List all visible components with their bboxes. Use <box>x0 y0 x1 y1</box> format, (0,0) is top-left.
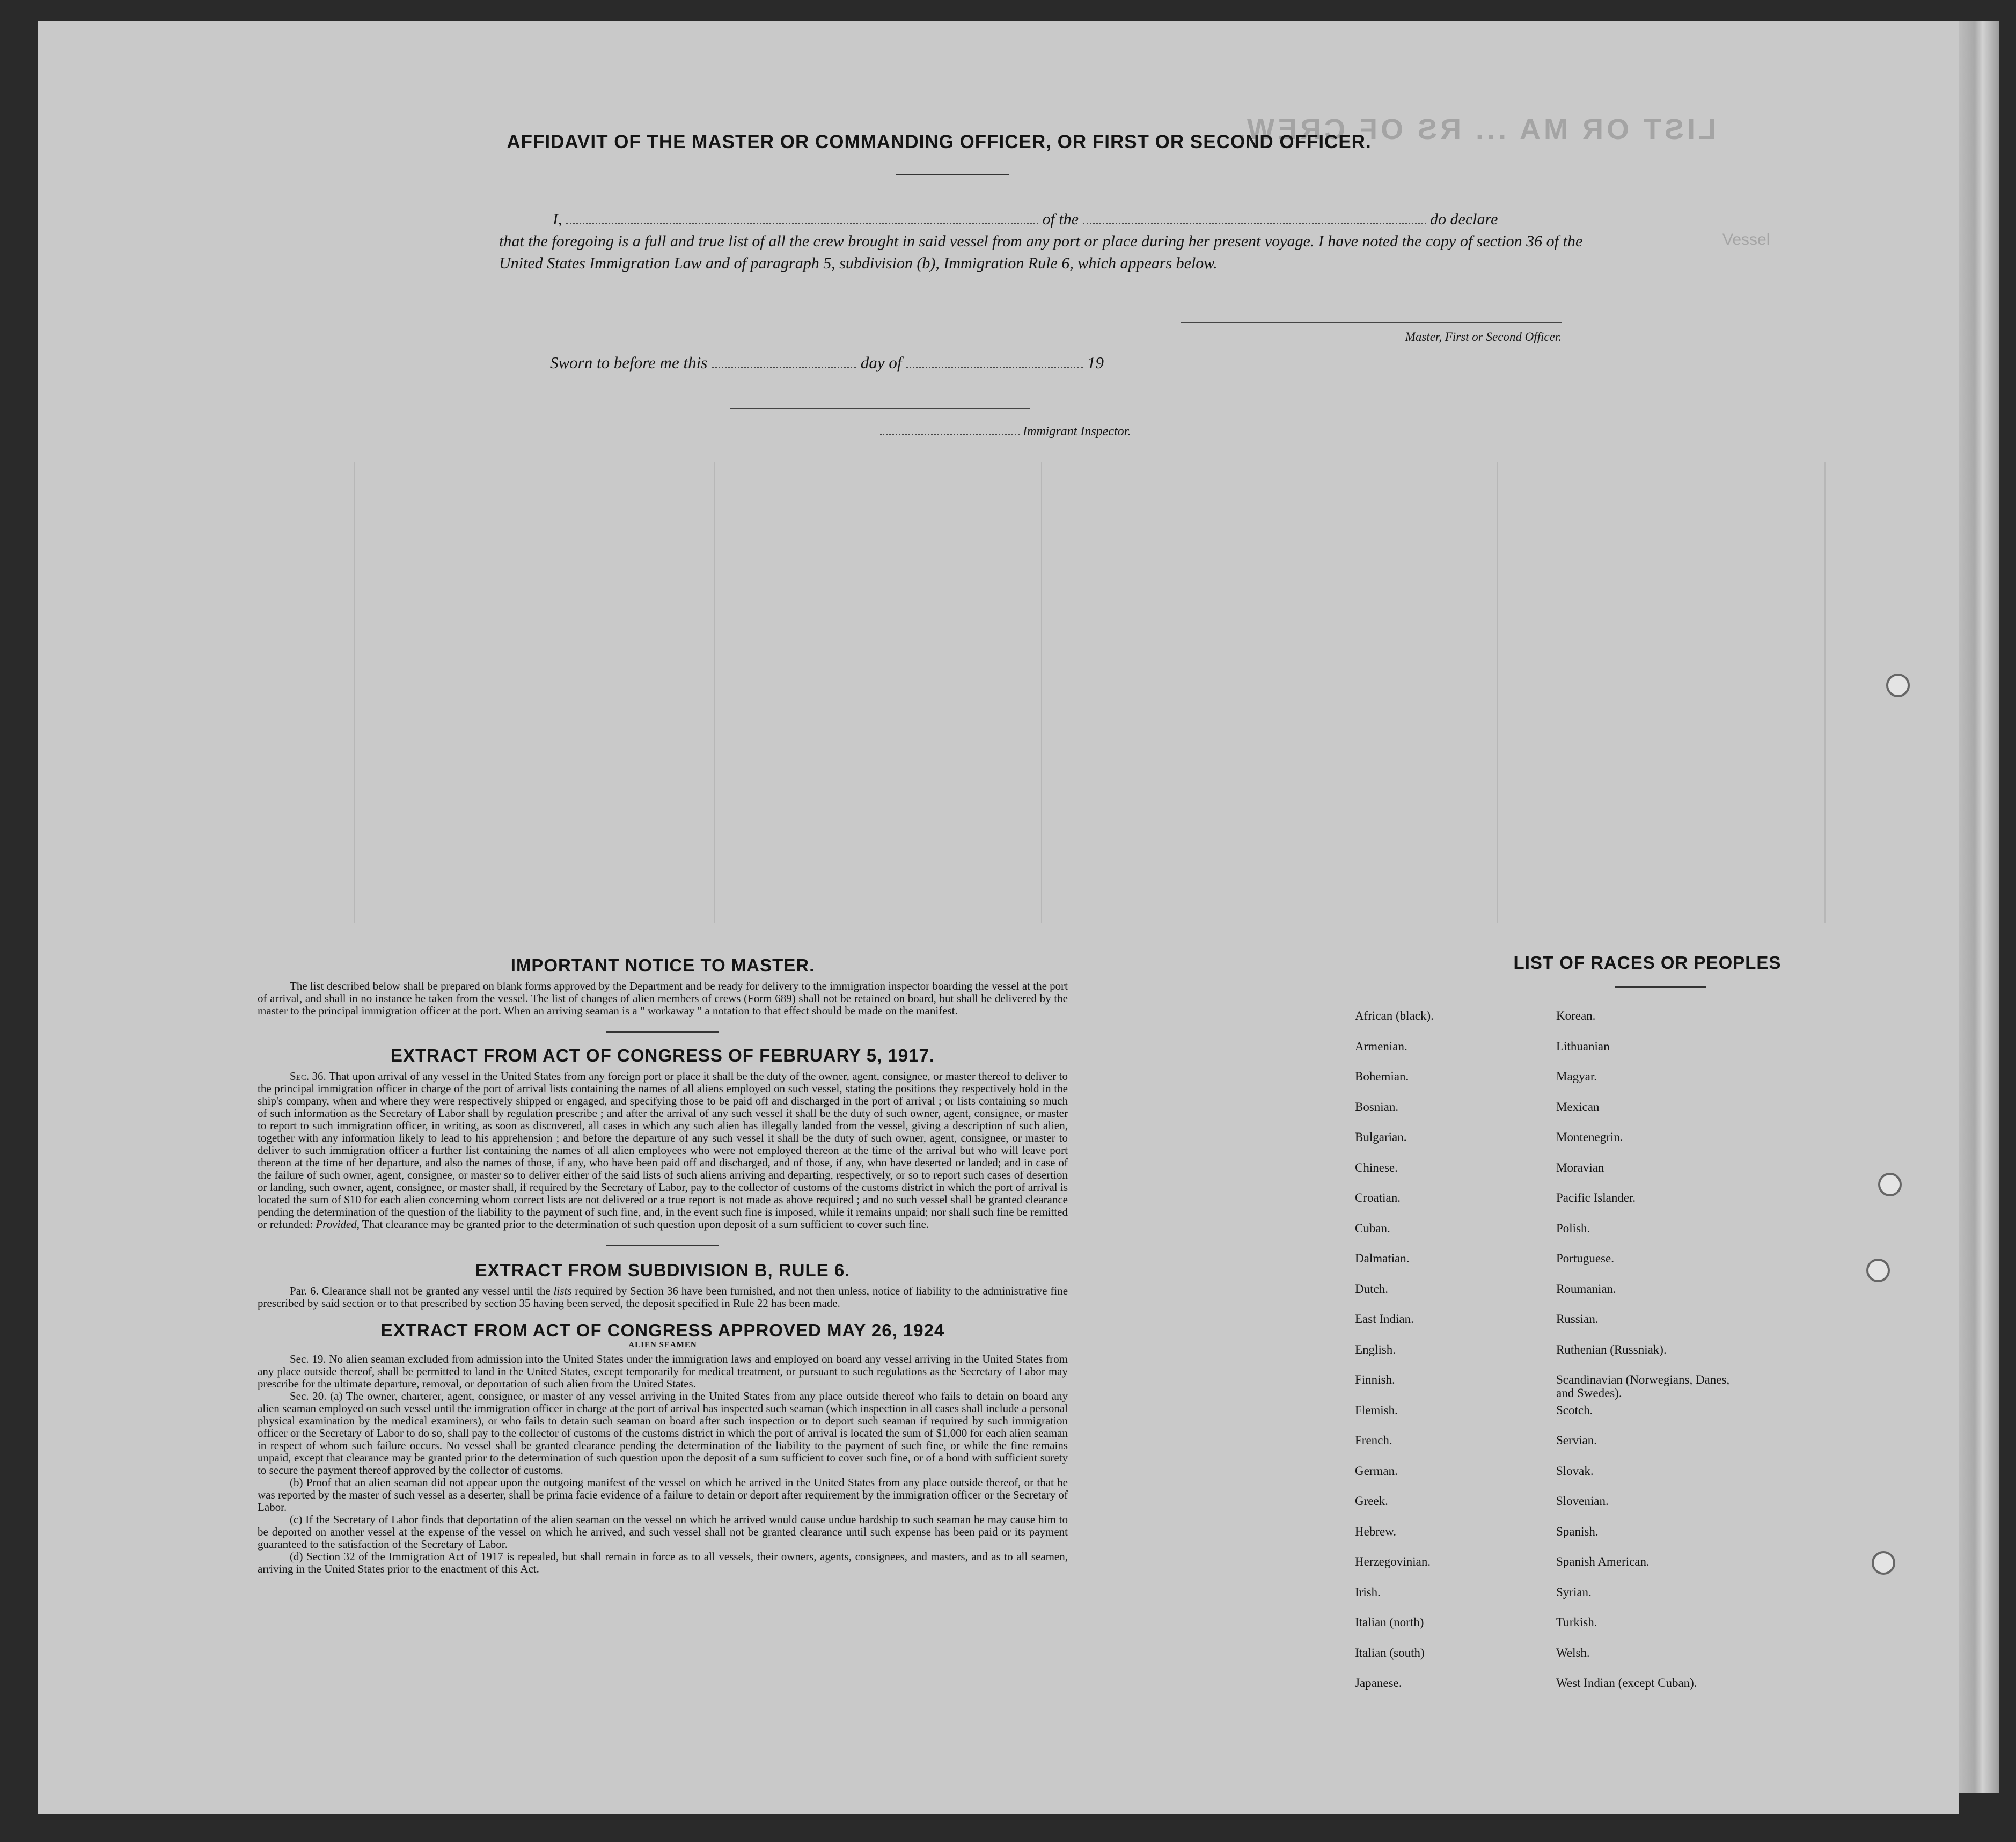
inspector-label: Immigrant Inspector. <box>1023 425 1131 438</box>
title-rule <box>896 174 1009 175</box>
race-item: West Indian (except Cuban). <box>1556 1676 1697 1690</box>
sec-20b-text: (b) Proof that an alien seaman did not appear upon the outgoing manifest of the vessel on which he arrived in the United States from any place outside thereof, or that he was reported by the master of such vessel as a deserter, shall be prima facie evidence of a failure to detain or deport after requirement by the immigration officer or the Secretary of Labor. <box>258 1476 1068 1514</box>
proviso-text: That clearance may be granted prior to the determination of such question upon deposit of a sum sufficient to cover such fine. <box>362 1218 929 1231</box>
rule-6-text <box>258 1285 1068 1310</box>
rule-6-text-a: Par. 6. Clearance shall not be granted any vessel until the <box>290 1284 551 1297</box>
inspector-line <box>880 424 1131 439</box>
sec-19-text: Sec. 19. No alien seaman excluded from admission into the United States under the immigration laws and employed on board any vessel arriving in the United States from any place outside thereof, shall be permitted to land in the United States, except temporarily for medical treatment, or pursuant to such regulations as the Secretary of Labor may prescribe for the ultimate departure, removal, or deportation of such alien from the United States. <box>258 1353 1068 1390</box>
race-item: Korean. <box>1556 1009 1596 1022</box>
race-item: Russian. <box>1556 1312 1599 1326</box>
races-title: LIST OF RACES OR PEOPLES <box>1513 953 1782 973</box>
show-through-vessel: Vessel <box>1722 231 1770 248</box>
sworn-line <box>550 353 1104 372</box>
extract-1917-text <box>258 1070 1068 1231</box>
proviso-label: Provided, <box>316 1218 360 1231</box>
show-through-heading: LIST OR MA ... RS OF CREW. <box>1234 113 1716 145</box>
race-item: Spanish American. <box>1556 1555 1650 1568</box>
race-item: East Indian. <box>1355 1312 1414 1326</box>
race-item: Spanish. <box>1556 1524 1599 1538</box>
race-item: Bohemian. <box>1355 1070 1409 1083</box>
race-item: Slovak. <box>1556 1464 1594 1478</box>
sec-36-text: That upon arrival of any vessel in the United States from any foreign port or place it shall be the duty of the owner, agent, consignee, or master thereof to deliver to the principal immigration officer in charge of the port of arrival lists containing the names of all aliens employed on such vessel, stating the positions they respectively hold in the ship's company, when and where they were respectively shipped or engaged, and specifying those to be paid off and discharged in the port of arrival ; or lists containing so much of such information as the Secretary of Labor shall by regulation prescribe ; and after the arrival of any such vessel it shall be the duty of such owner, agent, consignee, or master to report to such immigration officer, in writing, as soon as discovered, all cases in which any such alien has illegally landed from the vessel, giving a description of such alien, together with any information likely to lead to his apprehension ; and before the departure of any such vessel it shall be the duty of such owner, agent, consignee, or master to deliver to such immigration officer a further list containing the names of all alien employees who were not employed thereon at the time of the arrival but who will leave port thereon at the time of her departure, and also the names of those, if any, who have been paid off and discharged, and of those, if any, who have deserted or landed; and in case of the failure of such owner, agent, consignee, or master so to deliver either of the said lists of such aliens arriving and departing, respectively, or so to report such cases of desertion or landing, such owner, agent, consignee, or master shall, if required by the Secretary of Labor, pay to the collector of customs of the customs district in which the port of arrival is located the sum of $10 for each alien concerning whom correct lists are not delivered or a true report is not made as above required ; and no such vessel shall be granted clearance pending the determination of the question of the liability to the payment of such fine, and, in the event such fine is imposed, while it remains unpaid; nor shall such fine be remitted or refunded: <box>258 1070 1068 1231</box>
race-item: Lithuanian <box>1556 1039 1610 1053</box>
race-item: Turkish. <box>1556 1616 1597 1629</box>
sec-36-label: Sec. 36. <box>290 1070 326 1083</box>
race-item: Mexican <box>1556 1100 1600 1114</box>
inspector-top-line <box>730 408 1030 409</box>
master-sig-line <box>1181 322 1562 323</box>
race-item: Portuguese. <box>1556 1252 1614 1265</box>
day-of-text: day of <box>860 353 902 372</box>
races-list-left <box>1355 1009 1434 1707</box>
race-item: English. <box>1355 1342 1396 1356</box>
show-through-line <box>354 462 355 923</box>
race-item: Armenian. <box>1355 1039 1407 1053</box>
line-do-declare: do declare <box>1430 210 1498 228</box>
sec-20a-text: Sec. 20. (a) The owner, charterer, agent, consignee, or master of any vessel arriving in the United States from any place outside thereof who fails to detain on board any alien seaman employed on such vessel until the immigration officer in charge at the port of arrival has inspected such seaman (which inspection in all cases shall include a personal physical examination by the medical examiners), or who fails to detain such seaman on board after such inspection or to deport such seaman if required by such immigration officer or the Secretary of Labor to do so, shall pay to the collector of customs of the customs district in which the port of arrival is located the sum of $1,000 for each alien seaman in respect of whom such failure occurs. No vessel shall be granted clearance pending the determination of the liability to the payment of such fine, or while the fine remains unpaid, except that clearance may be granted prior to the determination of such question upon the deposit of a sum sufficient to cover such fine, or of a bond with sufficient surety to secure the payment thereof approved by the collector of customs. <box>258 1390 1068 1476</box>
month-blank <box>906 353 1083 368</box>
declare-line <box>499 208 1594 230</box>
line-of-the: of the <box>1042 210 1079 228</box>
race-item: African (black). <box>1355 1009 1434 1022</box>
race-item: Moravian <box>1556 1160 1604 1174</box>
extract-1917-title: EXTRACT FROM ACT OF CONGRESS OF FEBRUARY 5, 1917. <box>390 1046 935 1065</box>
race-item: Flemish. <box>1355 1403 1398 1417</box>
punch-hole <box>1866 1259 1890 1282</box>
race-item: Welsh. <box>1556 1646 1590 1660</box>
race-item: Irish. <box>1355 1585 1381 1599</box>
race-item: Servian. <box>1556 1434 1597 1447</box>
show-through-line <box>1497 462 1498 923</box>
vessel-blank <box>1083 209 1426 224</box>
rule-6-lists: lists <box>553 1284 572 1297</box>
punch-hole <box>1886 674 1910 697</box>
race-item: Japanese. <box>1355 1676 1402 1690</box>
race-item: Croatian. <box>1355 1191 1401 1204</box>
race-item: German. <box>1355 1464 1398 1478</box>
sworn-text: Sworn to before me this <box>550 353 708 372</box>
affidavit-text: that the foregoing is a full and true list of all the crew brought in said vessel from any port or place during her present voyage. I have noted the copy of section 36 of the United States Immigration Law and of paragraph 5, subdivision (b), Immigration Rule 6, which appears below. <box>499 232 1583 272</box>
binding-edge <box>1959 21 1999 1793</box>
race-item: French. <box>1355 1434 1392 1447</box>
document-page <box>38 21 1959 1814</box>
name-blank <box>566 209 1038 224</box>
rule-6-text-b: required by Section 36 have been furnished, and not then unless, notice of liability to the administrative fine prescribed by said section or to that prescribed by section 35 having been served, the deposit specified in Rule 22 has been made. <box>258 1284 1068 1310</box>
races-list-right <box>1556 1009 1749 1707</box>
race-item: Finnish. <box>1355 1373 1395 1386</box>
race-item: Scotch. <box>1556 1403 1593 1417</box>
rule <box>606 1245 719 1246</box>
show-through-line <box>714 462 715 923</box>
race-item: Pacific Islander. <box>1556 1191 1636 1204</box>
race-item: Ruthenian (Russniak). <box>1556 1342 1667 1356</box>
race-item: Roumanian. <box>1556 1282 1616 1296</box>
affidavit-body <box>499 208 1594 274</box>
race-item: Hebrew. <box>1355 1524 1397 1538</box>
day-blank <box>712 353 856 368</box>
race-item: Montenegrin. <box>1556 1130 1623 1144</box>
race-item: Scandinavian (Norwegians, Danes, and Swedes). <box>1556 1373 1730 1400</box>
race-item: Dalmatian. <box>1355 1252 1410 1265</box>
race-item: Herzegovinian. <box>1355 1555 1431 1568</box>
race-item: Italian (south) <box>1355 1646 1425 1660</box>
race-item: Magyar. <box>1556 1070 1597 1083</box>
race-item: Slovenian. <box>1556 1494 1609 1508</box>
master-signature-label: Master, First or Second Officer. <box>1405 330 1562 343</box>
affidavit-title: AFFIDAVIT OF THE MASTER OR COMMANDING OFFICER, OR FIRST OR SECOND OFFICER. <box>507 131 1372 152</box>
legal-notices <box>258 955 1068 1575</box>
notice-title: IMPORTANT NOTICE TO MASTER. <box>510 955 815 975</box>
rule-6-title: EXTRACT FROM SUBDIVISION B, RULE 6. <box>475 1260 851 1280</box>
punch-hole <box>1872 1551 1895 1575</box>
races-rule <box>1615 986 1706 988</box>
race-item: Chinese. <box>1355 1160 1398 1174</box>
sec-20c-text: (c) If the Secretary of Labor finds that deportation of the alien seaman on the vessel on which he arrived would cause undue hardship to such seaman he may cause him to be deported on another vessel at the expense of the vessel on which he arrived, and such vessel shall not be granted clearance until such expense has been paid or its payment guaranteed to the satisfaction of the Secretary of Labor. <box>258 1513 1068 1551</box>
race-item: Dutch. <box>1355 1282 1388 1296</box>
show-through-line <box>1824 462 1826 923</box>
extract-1924-title: EXTRACT FROM ACT OF CONGRESS APPROVED MAY 26, 1924 <box>380 1320 945 1340</box>
race-item: Greek. <box>1355 1494 1388 1508</box>
show-through-line <box>1041 462 1042 923</box>
line-i: I, <box>553 210 562 228</box>
race-item: Cuban. <box>1355 1221 1390 1235</box>
race-item: Polish. <box>1556 1221 1590 1235</box>
race-item: Italian (north) <box>1355 1616 1424 1629</box>
year-text: 19 <box>1087 353 1104 372</box>
race-item: Bosnian. <box>1355 1100 1399 1114</box>
alien-seamen-subtitle: ALIEN SEAMEN <box>628 1341 697 1349</box>
race-item: Bulgarian. <box>1355 1130 1407 1144</box>
sec-20d-text: (d) Section 32 of the Immigration Act of 1917 is repealed, but shall remain in force as to all vessels, their owners, agents, consignees, and masters, and as to all seamen, arriving in the United States prior to the enactment of this Act. <box>258 1550 1068 1575</box>
punch-hole <box>1878 1173 1902 1196</box>
rule <box>606 1031 719 1033</box>
notice-text: The list described below shall be prepared on blank forms approved by the Department and be ready for delivery to the immigration inspector boarding the vessel at the port of arrival, and shall in no instance be taken from the vessel. The list of changes of alien members of crews (Form 689) shall not be retained on board, but shall be delivered by the master to the principal immigration officer at the port. When an arriving seaman is a " workaway " a notation to that effect should be made on the manifest. <box>258 980 1068 1017</box>
race-item: Syrian. <box>1556 1585 1592 1599</box>
inspector-blank <box>880 424 1020 435</box>
